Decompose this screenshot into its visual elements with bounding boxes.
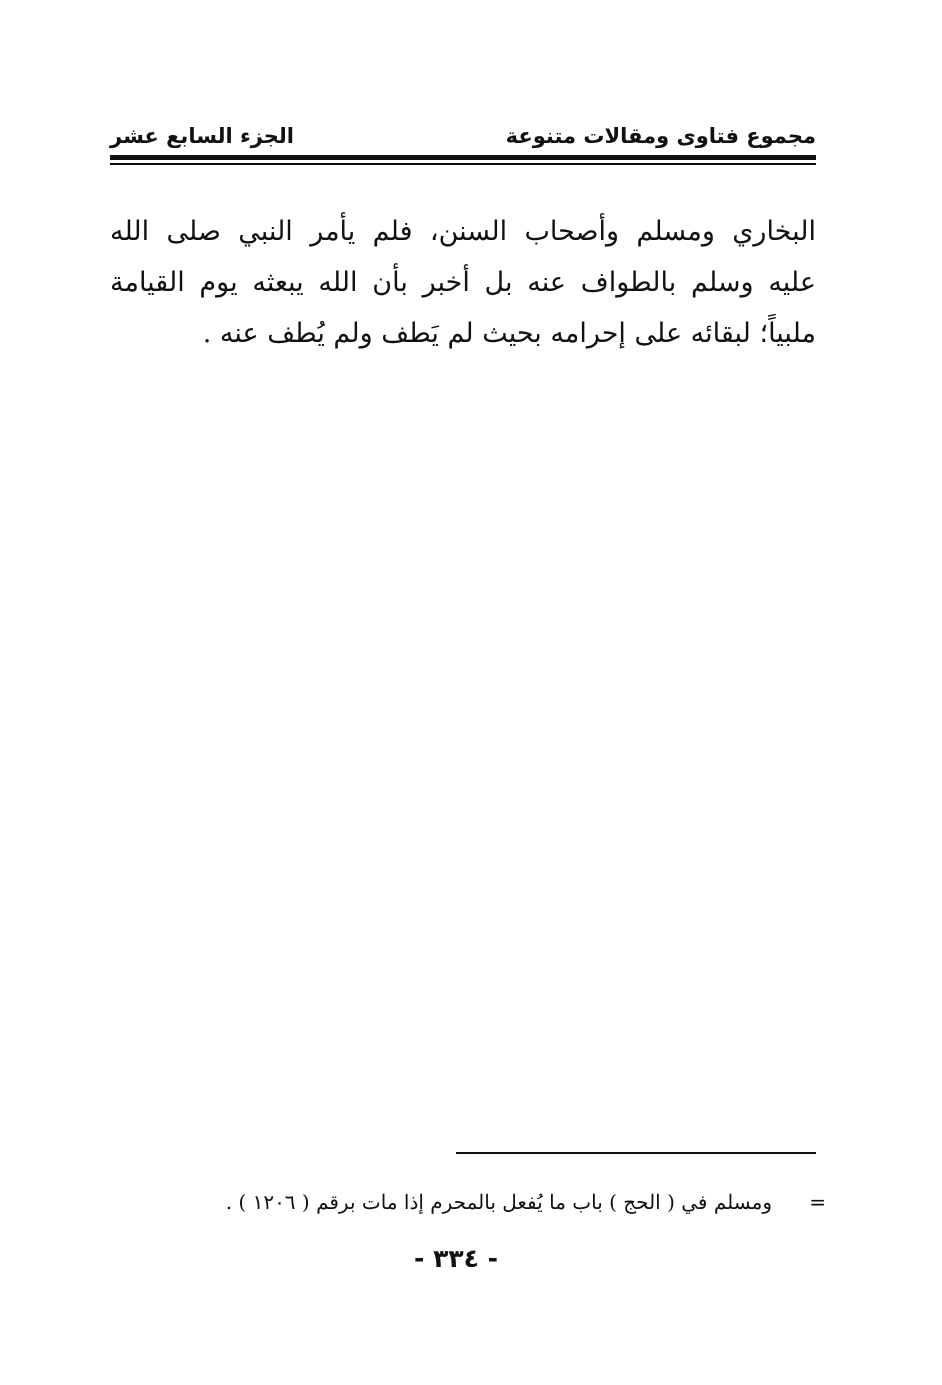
body-text bbox=[110, 206, 816, 359]
body-line: البخاري ومسلم وأصحاب السنن، فلم يأمر النبي صلى الله bbox=[110, 216, 816, 247]
footnote-text: ومسلم في ( الحج ) باب ما يُفعل بالمحرم إذا مات برقم ( ١٢٠٦ ) . bbox=[225, 1190, 772, 1214]
volume-label: الجزء السابع عشر bbox=[110, 124, 294, 148]
header-rule-thick bbox=[110, 155, 816, 160]
footnote bbox=[110, 1190, 826, 1220]
running-header bbox=[110, 120, 816, 152]
body-line: ملبياً؛ لبقائه على إحرامه بحيث لم يَطف ولم يُطف عنه . bbox=[202, 318, 816, 349]
footnote-separator bbox=[456, 1152, 816, 1154]
header-rule-thin bbox=[110, 163, 816, 165]
page-number: - ٣٣٤ - bbox=[414, 1244, 498, 1273]
footnote-continuation-marker: = bbox=[809, 1190, 826, 1214]
book-title: مجموع فتاوى ومقالات متنوعة bbox=[505, 124, 816, 148]
body-line: عليه وسلم بالطواف عنه بل أخبر بأن الله يبعثه يوم القيامة bbox=[110, 267, 816, 298]
